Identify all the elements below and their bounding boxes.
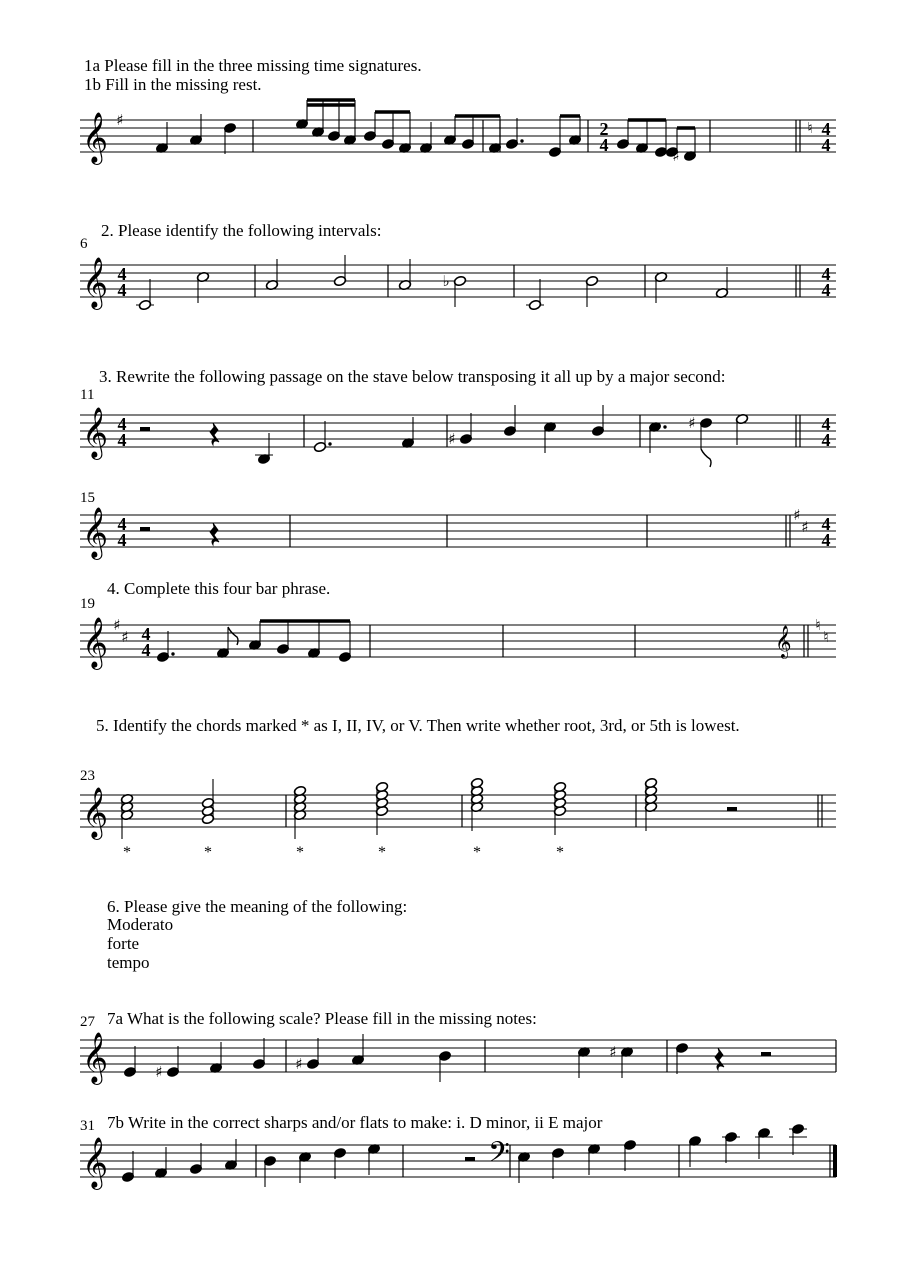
time-signature-top: 4 bbox=[117, 514, 127, 534]
half-rest bbox=[140, 527, 150, 531]
staff-8 bbox=[0, 1125, 900, 1215]
note-flag bbox=[701, 449, 711, 467]
time-signature-bottom: 4 bbox=[821, 280, 831, 300]
dot bbox=[663, 425, 666, 428]
chord-marker: * bbox=[204, 844, 212, 861]
time-signature-top: 2 bbox=[599, 119, 609, 139]
treble-clef: 𝄞 bbox=[82, 407, 109, 458]
treble-clef: 𝄞 bbox=[82, 787, 109, 838]
natural-icon: ♮ bbox=[815, 616, 821, 634]
time-signature-top: 4 bbox=[117, 264, 127, 284]
time-signature-top: 4 bbox=[117, 414, 127, 434]
sharp-icon: ♯ bbox=[672, 147, 680, 165]
natural-icon: ♮ bbox=[807, 119, 813, 137]
question-3-text: 3. Rewrite the following passage on the stave below transposing it all up by a major second: bbox=[99, 367, 726, 386]
quarter-rest bbox=[210, 423, 219, 445]
half-rest bbox=[761, 1052, 771, 1056]
sharp-icon: ♯ bbox=[448, 430, 456, 448]
time-signature-bottom: 4 bbox=[599, 135, 609, 155]
treble-clef: 𝄞 bbox=[82, 1032, 109, 1083]
sharp-icon: ♯ bbox=[121, 628, 129, 646]
staff-4 bbox=[0, 495, 900, 585]
treble-clef: 𝄞 bbox=[82, 257, 109, 308]
time-signature-top: 4 bbox=[141, 624, 151, 644]
staff-7 bbox=[0, 1020, 900, 1110]
term-tempo: tempo bbox=[107, 953, 150, 972]
measure-number: 31 bbox=[80, 1118, 95, 1134]
treble-clef: 𝄞 bbox=[82, 112, 109, 163]
chord-marker: * bbox=[556, 844, 564, 861]
treble-clef: 𝄞 bbox=[775, 625, 792, 658]
measure-number: 23 bbox=[80, 768, 95, 784]
question-2-text: 2. Please identify the following intervals: bbox=[101, 221, 382, 240]
term-moderato: Moderato bbox=[107, 915, 174, 934]
time-signature-bottom: 4 bbox=[117, 430, 127, 450]
note-flag bbox=[228, 627, 238, 645]
sharp-icon: ♯ bbox=[609, 1043, 617, 1061]
question-5-text: 5. Identify the chords marked * as I, II, IV, or V. Then write whether root, 3rd, or 5th is lowest. bbox=[96, 716, 740, 735]
staff-6 bbox=[0, 775, 900, 865]
staff-1 bbox=[0, 100, 900, 190]
measure-number: 27 bbox=[80, 1014, 95, 1030]
final-barline bbox=[833, 1145, 837, 1177]
treble-clef: 𝄞 bbox=[82, 507, 109, 558]
bass-clef: 𝄢 bbox=[488, 1136, 510, 1176]
treble-clef: 𝄞 bbox=[82, 617, 109, 668]
time-signature-bottom: 4 bbox=[821, 530, 831, 550]
time-signature-bottom: 4 bbox=[141, 640, 151, 660]
time-signature-top: 4 bbox=[821, 514, 831, 534]
sharp-icon: ♯ bbox=[688, 414, 696, 432]
question-7b-text: 7b Write in the correct sharps and/or flats to make: i. D minor, ii E major bbox=[107, 1113, 603, 1132]
sharp-icon: ♯ bbox=[116, 111, 124, 129]
chord-marker: * bbox=[296, 844, 304, 861]
measure-number: 15 bbox=[80, 490, 95, 506]
treble-clef: 𝄞 bbox=[82, 1137, 109, 1188]
question-4-text: 4. Complete this four bar phrase. bbox=[107, 579, 331, 598]
half-rest bbox=[727, 807, 737, 811]
question-6-text: 6. Please give the meaning of the following: bbox=[107, 897, 408, 916]
chord-marker: * bbox=[473, 844, 481, 861]
measure-number: 6 bbox=[80, 236, 88, 252]
question-7a-text: 7a What is the following scale? Please fill in the missing notes: bbox=[107, 1009, 537, 1028]
staff-3 bbox=[0, 395, 900, 485]
measure-number: 19 bbox=[80, 596, 95, 612]
dot bbox=[328, 442, 331, 445]
chord-marker: * bbox=[378, 844, 386, 861]
half-rest bbox=[465, 1157, 475, 1161]
chord-marker: * bbox=[123, 844, 131, 861]
sharp-icon: ♯ bbox=[295, 1055, 303, 1073]
sharp-icon: ♯ bbox=[113, 616, 121, 634]
time-signature-top: 4 bbox=[821, 264, 831, 284]
time-signature-top: 4 bbox=[821, 119, 831, 139]
quarter-rest bbox=[210, 523, 219, 545]
measure-number: 11 bbox=[80, 387, 95, 403]
time-signature-bottom: 4 bbox=[821, 430, 831, 450]
quarter-rest bbox=[715, 1048, 724, 1070]
term-forte: forte bbox=[107, 934, 140, 953]
natural-icon: ♮ bbox=[823, 628, 829, 646]
question-1a-text: 1a Please fill in the three missing time signatures. bbox=[84, 56, 422, 75]
dot bbox=[520, 139, 523, 142]
staff-5 bbox=[0, 605, 900, 695]
half-rest bbox=[140, 427, 150, 431]
sharp-icon: ♯ bbox=[793, 506, 801, 524]
time-signature-bottom: 4 bbox=[821, 135, 831, 155]
question-1b-text: 1b Fill in the missing rest. bbox=[84, 75, 262, 94]
time-signature-bottom: 4 bbox=[117, 280, 127, 300]
sharp-icon: ♯ bbox=[155, 1063, 163, 1081]
time-signature-top: 4 bbox=[821, 414, 831, 434]
flat-icon: ♭ bbox=[442, 272, 450, 290]
sharp-icon: ♯ bbox=[801, 518, 809, 536]
dot bbox=[171, 652, 174, 655]
staff-2 bbox=[0, 245, 900, 335]
time-signature-bottom: 4 bbox=[117, 530, 127, 550]
